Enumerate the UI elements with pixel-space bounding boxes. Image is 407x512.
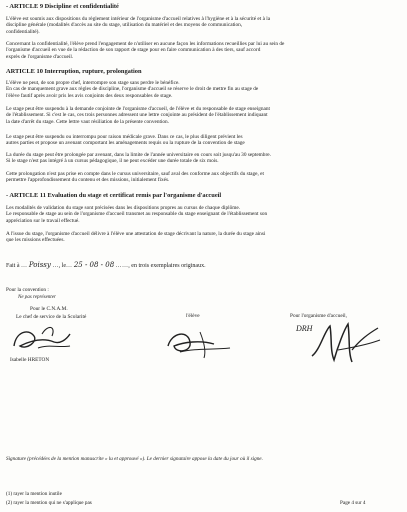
text-line: Le stage peut être suspendu ou interrompu pour raison médicale grave. Dans ce cas, le plus diligent prévient les <box>6 134 243 140</box>
article-10-paragraph-2 <box>6 106 270 125</box>
cnam-signature <box>8 318 88 356</box>
text-line: Le responsable de stage au sein de l'organisme d'accueil transmet au responsable du stage enseignant de l'établissement son <box>6 211 268 218</box>
article-11-title: - ARTICLE 11 Evaluation du stage et certificat remis par l'organisme d'accueil <box>6 192 222 199</box>
text-line: Si le stage n'est pas intégré à un cursus pédagogique, il ne peut excéder une durée totale de six mois. <box>6 158 219 165</box>
text-line: confidentialité). <box>6 28 40 35</box>
student-label: l'élève <box>186 313 200 319</box>
article-9-title: - ARTICLE 9 Discipline et confidentialité <box>6 3 119 10</box>
signatures-note: Signature (précédées de la mention manuscrite « lu et approuvé »). Le dernier signataire appose la date du jour où il signe. <box>6 456 263 462</box>
footnote-1: (1) rayer la mention inutile <box>6 491 62 497</box>
convention-label: Pour la convention : <box>6 287 49 293</box>
article-9-paragraph-2 <box>6 41 284 60</box>
text-line: que les missions effectuées. <box>6 237 65 244</box>
cnam-label: Pour le C.N.A.M. <box>30 306 68 312</box>
text-line: l'organisme d'accueil en vue de la rédaction de son rapport de stage pour en faire communication à des tiers, sauf accord <box>6 47 261 54</box>
fait-date-handwritten: 25 - 08 - 08 <box>73 261 115 269</box>
text-line: La durée du stage peut être prolongée par avenant, dans la limite de l'année universitaire en cours soit jusqu'au 30 septembre. <box>6 152 271 158</box>
text-line: de l'établissement. Si c'est le cas, ces trois personnes adressent une lettre conjointe au président de l'établissement indiquant <box>6 112 268 119</box>
host-org-signature <box>308 320 384 364</box>
article-10-paragraph-1 <box>6 80 258 99</box>
footnote-2: (2) rayer la mention qui ne s'applique pas <box>6 500 92 506</box>
article-10-title: ARTICLE 10 Interruption, rupture, prolongation <box>6 68 142 75</box>
fait-a-line: Fait à … Poissy …, le… 25 - 08 - 08 ……, en trois exemplaires originaux. <box>6 261 206 269</box>
fait-le: , le <box>58 263 66 269</box>
article-11-paragraph-2 <box>6 231 265 244</box>
page-number: Page 4 sur 4 <box>340 500 366 506</box>
text-line: L'élève ne peut, de son propre chef, interrompre son stage sans perdre le bénéfice. <box>6 80 180 86</box>
text-line: Les modalités de validation du stage sont précisées dans les dispositions propres au cursus de chaque diplôme. <box>6 205 241 211</box>
article-10-paragraph-4 <box>6 152 271 165</box>
text-line: autres parties et propose un avenant comportant les aménagements requis ou la rupture de la convention de stage <box>6 140 245 147</box>
student-signature <box>160 322 240 362</box>
host-org-initials: DRH <box>296 324 313 333</box>
text-line: exprès de l'organisme d'accueil. <box>6 53 74 60</box>
text-line: appréciation sur le travail effectué. <box>6 217 80 224</box>
text-line: la date d'arrêt du stage. Cette lettre vaut résiliation de la présente convention. <box>6 118 170 125</box>
fait-suffix: , en trois exemplaires originaux. <box>128 263 206 269</box>
fait-place-handwritten: Poissy <box>28 261 51 269</box>
text-line: L'élève est soumis aux dispositions du règlement intérieur de l'organisme d'accueil relatives à l'hygiène et à la sécurité et à la <box>6 16 271 22</box>
fait-prefix: Fait à <box>6 263 20 269</box>
text-line: discipline générale (modalités d'accès au site du stage, utilisation du matériel et des moyens de communication, <box>6 22 243 29</box>
text-line: Cette prolongation n'est pas prise en compte dans le cursus universitaire, sauf aval des conforme aux objectifs du stage, et <box>6 171 264 177</box>
convention-handwritten-note: Ne pas représenter <box>18 295 56 300</box>
article-11-paragraph-1 <box>6 205 267 224</box>
text-line: Concernant la confidentialité, l'élève prend l'engagement de n'utiliser en aucune façon les informations recueillies par lui au sein de <box>6 41 285 47</box>
article-9-paragraph-1 <box>6 16 270 35</box>
article-10-paragraph-3 <box>6 134 245 147</box>
cnam-service-label: Le chef de service de la Scolarité <box>16 314 87 320</box>
article-10-paragraph-5 <box>6 171 264 184</box>
text-line: l'élève fautif après avoir pris les avis conjoints des deux responsables de stage. <box>6 92 173 99</box>
text-line: Le stage peut être suspendu à la demande conjointe de l'organisme d'accueil, de l'élève et du responsable de stage enseignant <box>6 106 270 112</box>
host-org-label: Pour l'organisme d'accueil, <box>290 313 347 319</box>
text-line: En cas de manquement grave aux règles de discipline, l'organisme d'accueil se réserve le droit de mettre fin au stage de <box>6 86 259 93</box>
cnam-signatory-name: Isabelle HRETON <box>10 357 50 363</box>
text-line: A l'issue du stage, l'organisme d'accueil délivre à l'élève une attestation de stage décrivant la nature, la durée du stage ainsi <box>6 231 266 237</box>
text-line: permettre l'approfondissement du contenu et des missions, initialement fixés. <box>6 177 170 184</box>
